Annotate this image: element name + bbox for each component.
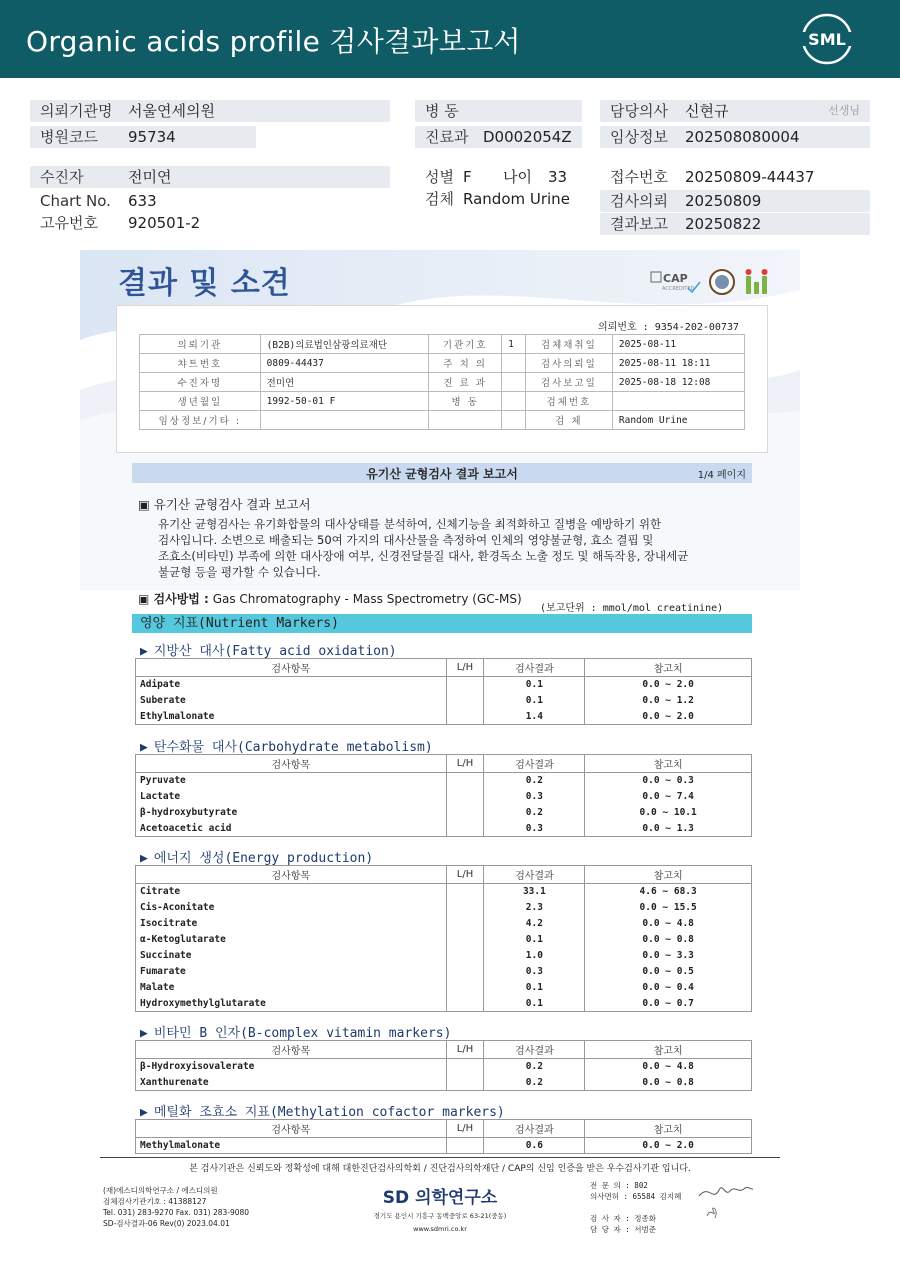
test-name: Isocitrate <box>136 916 447 932</box>
receipt-value: 20250809-44437 <box>685 168 815 186</box>
reference-range: 0.0 ~ 0.8 <box>585 932 752 948</box>
dept-row <box>415 126 582 148</box>
result-value: 0.2 <box>484 773 585 789</box>
age-value: 33 <box>548 168 568 186</box>
info-value <box>612 392 744 411</box>
reference-range: 0.0 ~ 15.5 <box>585 900 752 916</box>
intro-heading: ▣ 유기산 균형검사 결과 보고서 <box>138 497 311 512</box>
patient-row <box>30 166 390 188</box>
table-row <box>136 916 752 932</box>
results-table <box>135 754 752 837</box>
table-row <box>136 1059 752 1075</box>
doctor-value: 신현규 <box>685 102 729 120</box>
specimen-label: 검체 <box>425 190 454 208</box>
info-key: 검 체 <box>525 411 612 430</box>
signature-image <box>695 1180 755 1222</box>
arrow-icon: ▶ <box>140 851 148 866</box>
table-row <box>136 789 752 805</box>
receipt-label: 접수번호 <box>610 168 668 186</box>
test-name: Fumarate <box>136 964 447 980</box>
info-value <box>502 392 526 411</box>
test-name: Citrate <box>136 884 447 900</box>
lh-flag <box>446 996 484 1012</box>
reference-range: 4.6 ~ 68.3 <box>585 884 752 900</box>
column-header: 검사항목 <box>136 1041 447 1059</box>
arrow-icon: ▶ <box>140 1105 148 1120</box>
lh-flag <box>446 884 484 900</box>
column-header: L/H <box>446 866 484 884</box>
hospital-code-value: 95734 <box>128 128 176 146</box>
table-row <box>136 948 752 964</box>
report-date-value: 20250822 <box>685 215 762 233</box>
info-value: 1 <box>502 335 526 354</box>
reference-range: 0.0 ~ 7.4 <box>585 789 752 805</box>
footer-line: 전 문 의 : 802 <box>590 1181 648 1190</box>
info-key: 임상정보/기타 : <box>140 411 261 430</box>
info-value <box>502 354 526 373</box>
column-header: 참고치 <box>585 866 752 884</box>
method-label: ▣ 검사방법 : <box>138 592 209 606</box>
lh-flag <box>446 773 484 789</box>
column-header: 검사항목 <box>136 1120 447 1138</box>
sex-age-row <box>415 166 585 188</box>
test-name: Succinate <box>136 948 447 964</box>
table-row <box>136 884 752 900</box>
info-row <box>140 354 745 373</box>
table-row <box>136 1075 752 1091</box>
column-header: 검사결과 <box>484 755 585 773</box>
intro-line: 불균형 등을 평가할 수 있습니다. <box>158 565 321 579</box>
info-key: 검체채취일 <box>525 335 612 354</box>
info-value: Random Urine <box>612 411 744 430</box>
request-number: 의뢰번호 : 9354-202-00737 <box>598 322 739 333</box>
lh-flag <box>446 709 484 725</box>
info-row <box>140 392 745 411</box>
reference-range: 0.0 ~ 2.0 <box>585 1138 752 1154</box>
result-value: 0.1 <box>484 980 585 996</box>
dept-label: 진료과 <box>425 128 469 146</box>
lh-flag <box>446 980 484 996</box>
test-name: α-Ketoglutarate <box>136 932 447 948</box>
reference-range: 0.0 ~ 0.7 <box>585 996 752 1012</box>
group-title <box>140 847 373 866</box>
reference-range: 0.0 ~ 10.1 <box>585 805 752 821</box>
svg-text:CAP: CAP <box>663 272 688 285</box>
info-key <box>429 411 502 430</box>
footer-line <box>590 1202 681 1213</box>
lh-flag <box>446 821 484 837</box>
intro-line: 조효소(비타민) 부족에 의한 대사장애 여부, 신경전달물질 대사, 환경독소 노출 정도 및 해독작용, 장내세균 <box>158 549 689 563</box>
group-title <box>140 736 433 755</box>
info-key: 검체번호 <box>525 392 612 411</box>
section-title-bar <box>132 463 752 483</box>
info-value: 전미연 <box>260 373 429 392</box>
table-row <box>136 709 752 725</box>
results-table <box>135 658 752 725</box>
reference-range: 0.0 ~ 4.8 <box>585 1059 752 1075</box>
info-key: 검사의뢰일 <box>525 354 612 373</box>
clinical-row <box>600 126 870 148</box>
table-row <box>136 677 752 693</box>
method-value: Gas Chromatography - Mass Spectrometry (GC-MS) <box>212 592 522 606</box>
info-value: 2025-08-11 <box>612 335 744 354</box>
test-name: Hydroxymethylglutarate <box>136 996 447 1012</box>
age-label: 나이 <box>503 168 532 186</box>
sml-logo <box>800 12 854 66</box>
footer-cert-note: 본 검사기관은 신뢰도와 정확성에 대해 대한진단검사의학회 / 진단검사의학재단 / CAP의 신임 인증을 받은 우수검사기관 입니다. <box>189 1164 691 1174</box>
lh-flag <box>446 900 484 916</box>
lh-flag <box>446 693 484 709</box>
test-name: β-Hydroxyisovalerate <box>136 1059 447 1075</box>
column-header: 검사항목 <box>136 866 447 884</box>
test-name: Xanthurenate <box>136 1075 447 1091</box>
test-name: Ethylmalonate <box>136 709 447 725</box>
specimen-value: Random Urine <box>463 190 570 208</box>
result-value: 0.3 <box>484 964 585 980</box>
result-value: 0.3 <box>484 821 585 837</box>
sex-value: F <box>463 168 472 186</box>
id-value: 920501-2 <box>128 214 201 232</box>
clinical-label: 임상정보 <box>610 128 668 146</box>
column-header: L/H <box>446 659 484 677</box>
group-title-text: 에너지 생성(Energy production) <box>153 851 374 866</box>
chart-value: 633 <box>128 192 157 210</box>
page-indicator: 1/4 페이지 <box>697 470 746 481</box>
reference-range: 0.0 ~ 4.8 <box>585 916 752 932</box>
footer-signers <box>590 1180 681 1235</box>
ward-label: 병 동 <box>425 102 459 120</box>
info-key: 생년월일 <box>140 392 261 411</box>
lh-flag <box>446 789 484 805</box>
table-row <box>136 980 752 996</box>
receipt-row <box>600 166 870 188</box>
info-key: 의뢰기관 <box>140 335 261 354</box>
result-value: 0.2 <box>484 1059 585 1075</box>
info-value <box>502 411 526 430</box>
group-title <box>140 1101 505 1120</box>
request-label: 검사의뢰 <box>610 192 668 210</box>
lh-flag <box>446 805 484 821</box>
embedded-report <box>80 250 800 1250</box>
info-key: 챠트번호 <box>140 354 261 373</box>
institution-label: 의뢰기관명 <box>40 102 113 120</box>
table-row <box>136 900 752 916</box>
report-label: 결과보고 <box>610 215 668 233</box>
table-row <box>136 773 752 789</box>
chart-row <box>30 190 390 212</box>
arrow-icon: ▶ <box>140 740 148 755</box>
column-header: L/H <box>446 1041 484 1059</box>
arrow-icon: ▶ <box>140 644 148 659</box>
column-header: 검사결과 <box>484 659 585 677</box>
arrow-icon: ▶ <box>140 1026 148 1041</box>
footer-line: 담 당 자 : 서범준 <box>590 1225 657 1234</box>
result-value: 0.1 <box>484 693 585 709</box>
result-value: 2.3 <box>484 900 585 916</box>
reference-range: 0.0 ~ 0.8 <box>585 1075 752 1091</box>
svg-text:ACCREDITED: ACCREDITED <box>662 286 695 292</box>
column-header: 검사결과 <box>484 1041 585 1059</box>
reference-range: 0.0 ~ 0.3 <box>585 773 752 789</box>
reference-range: 0.0 ~ 0.4 <box>585 980 752 996</box>
section-title: 유기산 균형검사 결과 보고서 <box>366 467 518 481</box>
column-header: 참고치 <box>585 755 752 773</box>
reference-range: 0.0 ~ 3.3 <box>585 948 752 964</box>
table-row <box>136 996 752 1012</box>
table-row <box>136 1138 752 1154</box>
specimen-row <box>415 188 585 210</box>
info-value: 2025-08-18 12:08 <box>612 373 744 392</box>
request-row <box>600 190 870 212</box>
institution-row <box>30 100 390 122</box>
dept-value: D0002054Z <box>483 128 572 146</box>
unit-note: (보고단위 : mmol/mol creatinine) <box>540 603 724 614</box>
brand-website: www.sdmri.co.kr <box>413 1225 467 1233</box>
footer-line: Tel. 031) 283-9270 Fax. 031) 283-9080 <box>103 1208 250 1217</box>
report-section-title: 결과 및 소견 <box>118 266 291 301</box>
info-value: 2025-08-11 18:11 <box>612 354 744 373</box>
footer-line: (재)에스디의학연구소 / 에스디의원 <box>103 1186 218 1195</box>
info-row <box>140 335 745 354</box>
group-title-text: 탄수화물 대사(Carbohydrate metabolism) <box>153 740 433 755</box>
info-key: 검사보고일 <box>525 373 612 392</box>
test-name: Lactate <box>136 789 447 805</box>
reference-range: 0.0 ~ 1.3 <box>585 821 752 837</box>
result-value: 33.1 <box>484 884 585 900</box>
lh-flag <box>446 916 484 932</box>
footer-line: SD-검사결과-06 Rev(0) 2023.04.01 <box>103 1219 230 1228</box>
ward-row <box>415 100 582 122</box>
intro-text <box>158 516 718 580</box>
info-value: 1992-50-01 F <box>260 392 429 411</box>
request-info-box <box>116 305 768 453</box>
lh-flag <box>446 932 484 948</box>
info-value: 0809-44437 <box>260 354 429 373</box>
cap-accredited-icon <box>650 268 702 296</box>
info-value <box>260 411 429 430</box>
group-title-text: 지방산 대사(Fatty acid oxidation) <box>153 644 397 659</box>
test-name: Cis-Aconitate <box>136 900 447 916</box>
info-key: 병 동 <box>429 392 502 411</box>
column-header: L/H <box>446 755 484 773</box>
result-value: 0.1 <box>484 996 585 1012</box>
reference-range: 0.0 ~ 2.0 <box>585 709 752 725</box>
result-value: 0.3 <box>484 789 585 805</box>
result-value: 0.1 <box>484 932 585 948</box>
lh-flag <box>446 677 484 693</box>
intro-line: 유기산 균형검사는 유기화합물의 대사상태를 분석하여, 신체기능을 최적화하고 질병을 예방하기 위한 <box>158 517 662 531</box>
result-value: 0.1 <box>484 677 585 693</box>
hospital-code-label: 병원코드 <box>40 128 98 146</box>
reference-range: 0.0 ~ 2.0 <box>585 677 752 693</box>
test-name: Methylmalonate <box>136 1138 447 1154</box>
patient-name: 전미연 <box>128 168 172 186</box>
sex-label: 성별 <box>425 168 454 186</box>
clinical-value: 202508080004 <box>685 128 800 146</box>
id-row <box>30 212 390 234</box>
seal-icon <box>708 268 736 296</box>
table-row <box>136 964 752 980</box>
result-value: 0.2 <box>484 1075 585 1091</box>
lh-flag <box>446 964 484 980</box>
result-value: 0.6 <box>484 1138 585 1154</box>
result-value: 4.2 <box>484 916 585 932</box>
reference-range: 0.0 ~ 1.2 <box>585 693 752 709</box>
column-header: 참고치 <box>585 1120 752 1138</box>
id-label: 고유번호 <box>40 214 98 232</box>
info-key: 기관기호 <box>429 335 502 354</box>
nutrient-markers-header: 영양 지표(Nutrient Markers) <box>132 614 752 633</box>
results-table <box>135 1119 752 1154</box>
info-key: 수진자명 <box>140 373 261 392</box>
footer-line: 검 사 자 : 정종화 <box>590 1214 657 1223</box>
request-info-table <box>139 334 745 430</box>
test-name: Suberate <box>136 693 447 709</box>
table-row <box>136 693 752 709</box>
info-key: 주 치 의 <box>429 354 502 373</box>
institution-value: 서울연세의원 <box>128 102 215 120</box>
report-date-row <box>600 213 870 235</box>
footer-line: 의사면허 : 65584 김지혜 <box>590 1192 682 1201</box>
chart-label: Chart No. <box>40 192 111 210</box>
test-name: β-hydroxybutyrate <box>136 805 447 821</box>
column-header: 참고치 <box>585 1041 752 1059</box>
patient-label: 수진자 <box>40 168 84 186</box>
result-value: 1.4 <box>484 709 585 725</box>
lh-flag <box>446 1138 484 1154</box>
group-title <box>140 1022 451 1041</box>
method-line <box>138 590 522 607</box>
info-key: 진 료 과 <box>429 373 502 392</box>
result-value: 1.0 <box>484 948 585 964</box>
group-title-text: 비타민 B 인자(B-complex vitamin markers) <box>153 1026 452 1041</box>
info-value: (B2B)의료법인삼광의료재단 <box>260 335 429 354</box>
result-value: 0.2 <box>484 805 585 821</box>
table-row <box>136 932 752 948</box>
brand-name: SD 의학연구소 <box>382 1188 498 1208</box>
info-value <box>502 373 526 392</box>
info-row <box>140 411 745 430</box>
brand-address: 경기도 용인시 기흥구 동백중앙로 63-21(중동) <box>373 1212 507 1220</box>
hospital-code-row <box>30 126 256 148</box>
column-header: L/H <box>446 1120 484 1138</box>
test-name: Adipate <box>136 677 447 693</box>
table-row <box>136 821 752 837</box>
intro-line: 검사입니다. 소변으로 배출되는 50여 가지의 대사산물을 측정하여 인체의 영양불균형, 효소 결핍 및 <box>158 533 654 547</box>
footer-line: 검체검사기관기호 : 41388127 <box>103 1197 207 1206</box>
page-title: Organic acids profile 검사결과보고서 <box>26 25 521 58</box>
doctor-suffix: 선생님 <box>828 104 860 117</box>
column-header: 검사항목 <box>136 659 447 677</box>
doctor-label: 담당의사 <box>610 102 668 120</box>
footer-divider <box>100 1157 780 1158</box>
table-row <box>136 805 752 821</box>
footer-lab-info <box>103 1185 249 1229</box>
kslm-icon <box>744 268 770 296</box>
info-row <box>140 373 745 392</box>
test-name: Acetoacetic acid <box>136 821 447 837</box>
test-name: Malate <box>136 980 447 996</box>
column-header: 검사항목 <box>136 755 447 773</box>
results-table <box>135 1040 752 1091</box>
lh-flag <box>446 948 484 964</box>
column-header: 검사결과 <box>484 866 585 884</box>
column-header: 참고치 <box>585 659 752 677</box>
group-title-text: 메틸화 조효소 지표(Methylation cofactor markers) <box>153 1105 505 1120</box>
logo-text: SML <box>808 30 846 49</box>
results-table <box>135 865 752 1012</box>
test-name: Pyruvate <box>136 773 447 789</box>
group-title <box>140 640 397 659</box>
doctor-row <box>600 100 870 122</box>
column-header: 검사결과 <box>484 1120 585 1138</box>
request-value: 20250809 <box>685 192 762 210</box>
lh-flag <box>446 1059 484 1075</box>
footer-brand <box>360 1183 520 1234</box>
reference-range: 0.0 ~ 0.5 <box>585 964 752 980</box>
lh-flag <box>446 1075 484 1091</box>
report-header <box>0 0 900 78</box>
